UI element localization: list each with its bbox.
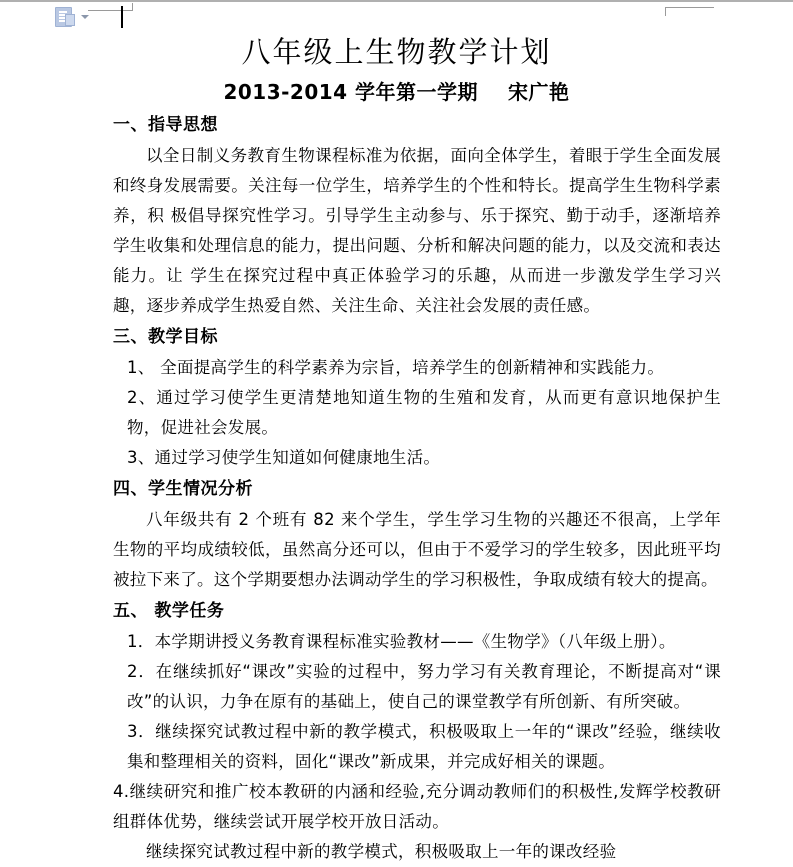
document-page xyxy=(0,28,793,861)
section-heading-1: 一、指导思想 xyxy=(113,115,218,135)
text-cursor xyxy=(121,6,123,28)
section-3-paragraph-1: 八年级共有 2 个班有 82 来个学生，学生学习生物的兴趣还不很高，上学年生物的平均成绩较低，虽然高分还可以，但由于不爱学习的学生较多，因此班平均被拉下来了。这个学期要想办法调动学生的学习积极性，争取成绩有较大的提高。 xyxy=(113,510,721,589)
editor-top-strip xyxy=(0,0,793,28)
section-heading-2: 三、教学目标 xyxy=(113,327,218,347)
section-4-clipped-line: 继续探究试教过程中新的教学模式，积极吸取上一年的课改经验 xyxy=(146,842,617,861)
section-4-item-2: 2．在继续抓好“课改”实验的过程中，努力学习有关教育理论，不断提高对“课改”的认识，力争在原有的基础上，使自己的课堂教学有所创新、有所突破。 xyxy=(127,662,721,711)
document-title: 八年级上生物教学计划 xyxy=(241,35,552,69)
left-margin-marker xyxy=(88,3,133,11)
subtitle-term: 2013-2014 学年第一学期 xyxy=(223,80,479,104)
document-body xyxy=(0,111,793,861)
toolbar-divider xyxy=(0,0,793,2)
document-subtitle xyxy=(0,77,793,107)
section-2-item-1: 1、 全面提高学生的科学素养为宗旨，培养学生的创新精神和实践能力。 xyxy=(127,358,665,377)
section-4-item-4: 4.继续研究和推广校本教研的内涵和经验,充分调动教师们的积极性,发辉学校教研组群体优势，继续尝试开展学校开放日活动。 xyxy=(113,782,721,831)
section-2-item-3: 3、通过学习使学生知道如何健康地生活。 xyxy=(127,448,441,467)
chevron-down-icon[interactable] xyxy=(81,15,89,19)
section-heading-3: 四、学生情况分析 xyxy=(113,479,253,499)
paste-options-smart-tag[interactable] xyxy=(55,7,89,27)
section-1-paragraph-1: 以全日制义务教育生物课程标准为依据，面向全体学生，着眼于学生全面发展和终身发展需要。关注每一位学生，培养学生的个性和特长。提高学生生物科学素养，积 极倡导探究性学习。引导学生主动参与、乐于探究、勤于动手，逐渐培养学生收集和处理信息的能力，提出问题、分析和解决问题的能力，以及交流和表达能力。让 学生在探究过程中真正体验学习的乐趣，从而进一步激发学生学习兴趣，逐步养成学生热爱自然、关注生命、关注社会发展的责任感。 xyxy=(113,146,721,315)
section-4-item-1: 1．本学期讲授义务教育课程标准实验教材——《生物学》（八年级上册）。 xyxy=(127,632,676,651)
section-heading-4: 五、 教学任务 xyxy=(113,601,225,621)
section-2-item-2: 2、通过学习使学生更清楚地知道生物的生殖和发育，从而更有意识地保护生 物，促进社会发展。 xyxy=(127,388,721,437)
section-4-item-3: 3．继续探究试教过程中新的教学模式，积极吸取上一年的“课改”经验，继续收集和整理相关的资料，固化“课改”新成果，并完成好相关的课题。 xyxy=(127,722,721,771)
paste-options-icon[interactable] xyxy=(55,7,72,27)
subtitle-author: 宋广艳 xyxy=(508,80,570,104)
right-margin-marker xyxy=(665,7,714,16)
